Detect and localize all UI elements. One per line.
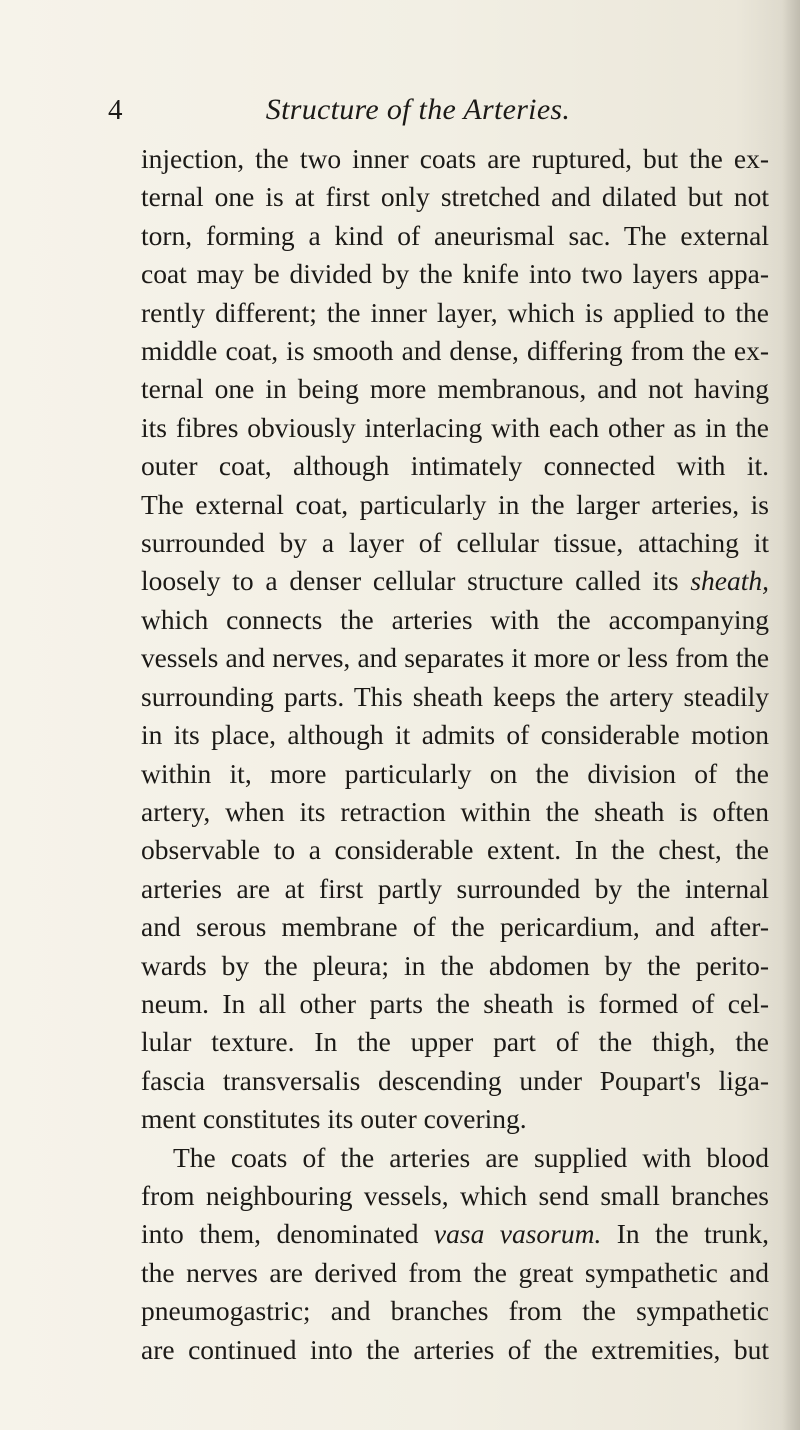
text-line: coat may be divided by the knife into two layers appa- (141, 258, 769, 290)
text-line: artery, when its retraction within the sheath is often (141, 795, 769, 827)
paragraph-2 (141, 1139, 769, 1369)
text-line: the nerves are derived from the great sympathetic and (141, 1256, 769, 1288)
text-line: in its place, although it admits of considerable motion (141, 719, 769, 751)
text-segment: In the trunk, (601, 1218, 769, 1250)
text-line: within it, more particularly on the division of the (141, 757, 769, 789)
page-number: 4 (108, 94, 123, 126)
text-line: outer coat, although intimately connected with it. (141, 450, 769, 482)
text-line: The external coat, particularly in the larger arteries, is (141, 488, 769, 520)
text-line: pneumogastric; and branches from the sympathetic (141, 1295, 769, 1327)
text-segment: into them, denominated (141, 1218, 434, 1250)
body-text (141, 140, 769, 1369)
text-line: ternal one in being more membranous, and not having (141, 373, 769, 405)
text-line: The coats of the arteries are supplied with blood (173, 1141, 769, 1173)
paragraph-1 (141, 140, 769, 1139)
text-line: surrounded by a layer of cellular tissue, attaching it (141, 527, 769, 559)
italic-term-sheath: sheath, (690, 565, 769, 597)
italic-term-vasa-vasorum: vasa vasorum. (433, 1218, 602, 1250)
text-line (141, 1215, 769, 1253)
text-segment: loosely to a denser cellular structure called its (141, 565, 691, 597)
text-line: and serous membrane of the pericardium, and after- (141, 911, 769, 943)
text-line (141, 562, 769, 600)
text-line: wards by the pleura; in the abdomen by the perito- (141, 949, 769, 981)
text-line: are continued into the arteries of the extremities, but (141, 1333, 769, 1365)
text-line: lular texture. In the upper part of the thigh, the (141, 1026, 769, 1058)
running-head (108, 90, 728, 130)
text-line: rently different; the inner layer, which is applied to the (141, 296, 769, 328)
text-line: its fibres obviously interlacing with each other as in the (141, 411, 769, 443)
page-edge-shadow (782, 0, 800, 1430)
text-line: vessels and nerves, and separates it more or less from the (141, 642, 769, 674)
text-line: ment constitutes its outer covering. (141, 1103, 527, 1135)
text-line: observable to a considerable extent. In the chest, the (141, 834, 769, 866)
running-title: Structure of the Arteries. (265, 93, 571, 126)
text-line: middle coat, is smooth and dense, differing from the ex- (141, 335, 769, 367)
text-line: arteries are at first partly surrounded by the internal (141, 872, 769, 904)
text-line: surrounding parts. This sheath keeps the artery steadily (141, 680, 769, 712)
text-line: from neighbouring vessels, which send small branches (141, 1179, 769, 1211)
text-line: which connects the arteries with the accompanying (141, 603, 769, 635)
text-line: neum. In all other parts the sheath is formed of cel- (141, 987, 769, 1019)
text-line: torn, forming a kind of aneurismal sac. The external (141, 219, 769, 251)
text-line: ternal one is at first only stretched and dilated but not (141, 181, 769, 213)
text-line: fascia transversalis descending under Poupart's liga- (141, 1064, 769, 1096)
text-line: injection, the two inner coats are ruptured, but the ex- (141, 143, 769, 174)
